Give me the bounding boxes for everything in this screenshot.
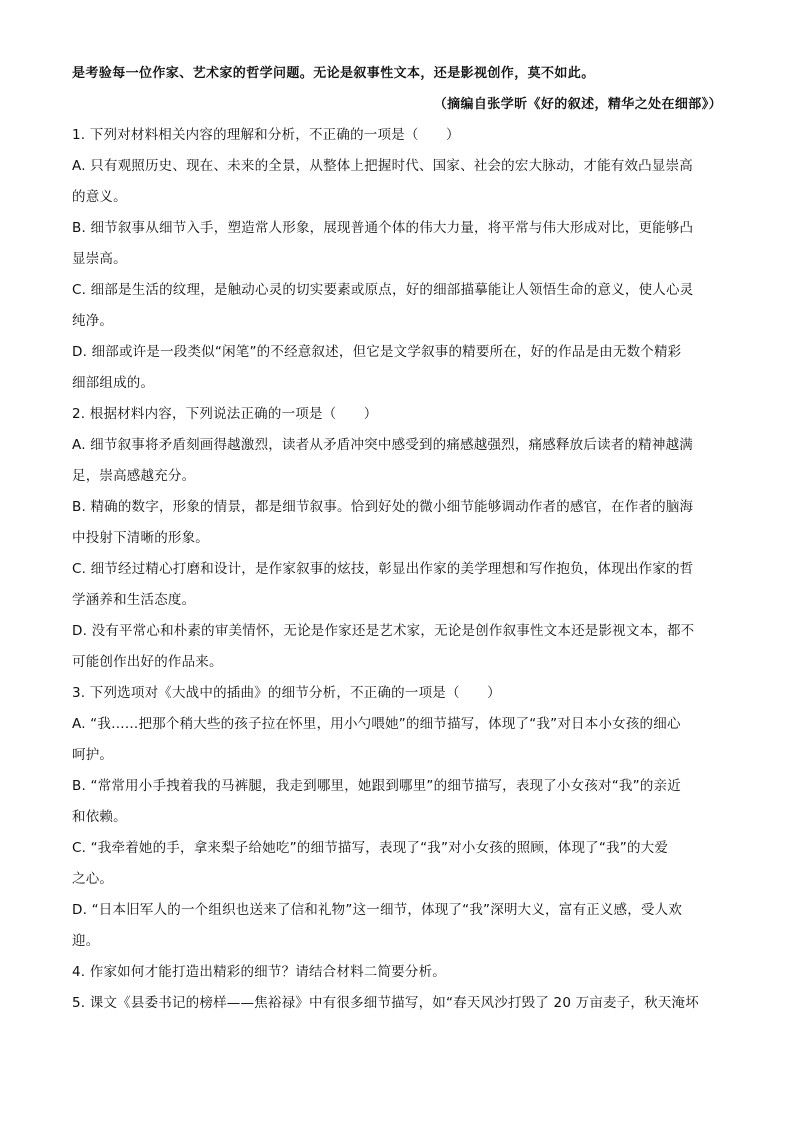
question-2-option-c-cont: 学涵养和生活态度。 <box>72 592 196 608</box>
question-2-option-d: D. 没有平常心和朴素的审美情怀，无论是作家还是艺术家，无论是创作叙事性文本还是影视文本，都不 <box>72 623 695 639</box>
question-2-stem: 2. 根据材料内容，下列说法正确的一项是（ ） <box>72 406 378 422</box>
question-2-option-a: A. 细节叙事将矛盾刻画得越激烈，读者从矛盾冲突中感受到的痛感越强烈，痛感释放后读者的精神越满 <box>72 437 693 453</box>
question-1-option-d: D. 细部或许是一段类似“闲笔”的不经意叙述，但它是文学叙事的精要所在，好的作品是由无数个精彩 <box>72 344 682 360</box>
question-3-option-c: C. “我牵着她的手，拿来梨子给她吃”的细节描写，表现了“我”对小女孩的照顾，体现了“我”的大爱 <box>72 840 669 856</box>
question-2-option-b: B. 精确的数字，形象的情景，都是细节叙事。恰到好处的微小细节能够调动作者的感官，在作者的脑海 <box>72 499 694 515</box>
question-3-option-c-cont: 之心。 <box>72 871 114 887</box>
source-note: （摘编自张学昕《好的叙述，精华之处在细部》） <box>433 97 722 112</box>
question-3-option-a-cont: 呵护。 <box>72 747 114 763</box>
question-2-option-a-cont: 足，崇高感越充分。 <box>72 468 196 484</box>
question-1-option-a-cont: 的意义。 <box>72 189 127 205</box>
question-2-option-c: C. 细节经过精心打磨和设计，是作家叙事的炫技，彰显出作家的美学理想和写作抱负，体现出作家的哲 <box>72 561 694 577</box>
question-1-option-a: A. 只有观照历史、现在、未来的全景，从整体上把握时代、国家、社会的宏大脉动，才能有效凸显崇高 <box>72 158 693 174</box>
question-4-stem: 4. 作家如何才能打造出精彩的细节？请结合材料二简要分析。 <box>72 964 446 980</box>
question-1-option-b: B. 细节叙事从细节入手，塑造常人形象，展现普通个体的伟大力量，将平常与伟大形成对比，更能够凸 <box>72 220 694 236</box>
question-5-stem: 5. 课文《县委书记的榜样——焦裕禄》中有很多细节描写，如“春天风沙打毁了 20 万亩麦子，秋天淹坏 <box>72 995 699 1011</box>
question-3-stem: 3. 下列选项对《大战中的插曲》的细节分析，不正确的一项是（ ） <box>72 685 501 701</box>
question-1-stem: 1. 下列对材料相关内容的理解和分析，不正确的一项是（ ） <box>72 127 460 143</box>
question-1-option-d-cont: 细部组成的。 <box>72 375 155 391</box>
question-3-option-d: D. “日本旧军人的一个组织也送来了信和礼物”这一细节，体现了“我”深明大义，富有正义感，受人欢 <box>72 902 683 918</box>
question-1-option-b-cont: 显崇高。 <box>72 251 127 267</box>
document-page <box>72 58 722 1019</box>
question-2-option-b-cont: 中投射下清晰的形象。 <box>72 530 209 546</box>
question-2-option-d-cont: 可能创作出好的作品来。 <box>72 654 223 670</box>
question-3-option-a: A. “我……把那个稍大些的孩子拉在怀里，用小勺喂她”的细节描写，体现了“我”对日本小女孩的细心 <box>72 716 681 732</box>
question-1-option-c-cont: 纯净。 <box>72 313 114 329</box>
question-3-option-b-cont: 和依赖。 <box>72 809 127 825</box>
question-3-option-b: B. “常常用小手拽着我的马裤腿，我走到哪里，她跟到哪里”的细节描写，表现了小女孩对“我”的亲近 <box>72 778 681 794</box>
question-block <box>72 120 722 1019</box>
question-1-option-c: C. 细部是生活的纹理，是触动心灵的切实要素或原点，好的细部描摹能让人领悟生命的意义，使人心灵 <box>72 282 694 298</box>
intro-paragraph: 是考验每一位作家、艺术家的哲学问题。无论是叙事性文本，还是影视创作，莫不如此。 <box>72 66 595 81</box>
question-3-option-d-cont: 迎。 <box>72 933 100 949</box>
